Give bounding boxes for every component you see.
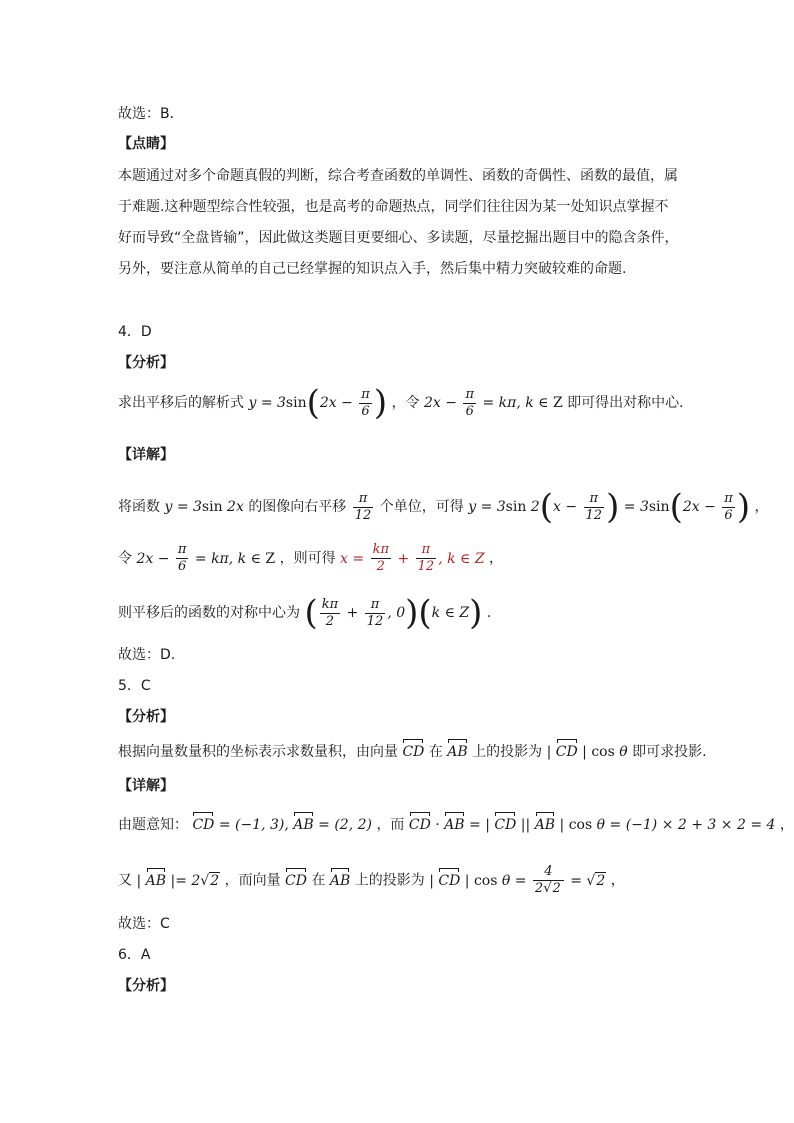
q4-detail-text-2b: ，则可得 [279, 550, 336, 567]
q4-formula-original: y = 3sin 2x [164, 499, 244, 515]
q4-detail-text-1c: 个单位，可得 [379, 499, 464, 515]
q4-formula-shift: $\frac{\pi}{12}$ [354, 490, 372, 523]
comment-line-2: 于难题.这种题型综合性较强，也是高考的命题热点，同学们往往因为某一处知识点掌握不 [118, 199, 669, 215]
q5-formula-ab-length: | AB |= 2√2 [136, 872, 220, 889]
question-6-number: 6．A [118, 947, 151, 963]
q5-formula-vectors: CD = (−1, 3), AB = (2, 2) [192, 817, 372, 833]
question-5-detail-heading: 【详解】 [118, 778, 174, 794]
q4-formula-x-solution: x = $\frac{k\pi}{2}$ + $\frac{\pi}{12}$ , k ∈ Z [340, 542, 485, 574]
q5-detail-text-2a: 又 [118, 872, 132, 889]
q5-detail-text-2d: 上的投影为 [354, 872, 425, 889]
question-5-analysis-line [118, 742, 707, 762]
q5-analysis-text-2: 在 [428, 744, 443, 760]
question-5-number: 5．C [118, 678, 151, 694]
q4-formula-shifted: y = 3sin(2x − $\frac{\pi}{6}$ ) [248, 383, 388, 423]
question-5-detail-line-2 [118, 864, 625, 897]
question-5-detail-line-1 [118, 815, 794, 835]
question-4-detail-heading: 【详解】 [118, 447, 174, 463]
q5-vector-ab: AB [447, 744, 468, 760]
question-4-analysis-heading: 【分析】 [118, 355, 174, 371]
q5-detail-text-1c: ， [779, 817, 794, 833]
q4-formula-condition: 2x − $\frac{\pi}{6}$ = kπ, k ∈ Z [136, 542, 276, 574]
q5-vector-cd: CD [402, 744, 425, 760]
q5-vector-cd-2: CD [285, 872, 307, 889]
answer-line-3: 故选：B． [118, 106, 184, 122]
question-4-answer: 故选：D. [118, 647, 176, 663]
question-4-detail-line-2 [118, 542, 503, 575]
q5-detail-text-1a: 由题意知： [118, 817, 188, 833]
q4-analysis-text-3: 即可得出对称中心. [567, 395, 684, 411]
q5-detail-text-2c: 在 [311, 872, 326, 889]
q4-detail-text-3b: . [486, 605, 492, 621]
q4-detail-text-1d: ， [754, 499, 769, 515]
comment-heading: 【点睛】 [118, 136, 174, 152]
q4-analysis-text-2: ，令 [391, 395, 420, 411]
q5-analysis-text-3: 上的投影为 [472, 744, 543, 760]
question-4-detail-line-1 [118, 487, 769, 527]
q5-analysis-text-1: 根据向量数量积的坐标表示求数量积，由向量 [118, 744, 398, 760]
question-4-number: 4．D [118, 324, 152, 340]
q4-detail-text-1b: 的图像向右平移 [248, 499, 347, 515]
q4-analysis-text-1: 求出平移后的解析式 [118, 395, 244, 411]
q4-formula-result: y = 3sin 2(x − $\frac{\pi}{12}$ ) = 3sin(2x − $\frac{\pi}{6}$ ) [468, 487, 751, 527]
comment-line-4: 另外，要注意从简单的自己已经掌握的知识点入手，然后集中精力突破较难的命题. [118, 261, 627, 277]
q4-detail-text-3a: 则平移后的函数的对称中心为 [118, 605, 300, 621]
q5-formula-projection: | CD | cos θ [546, 744, 628, 760]
question-5-answer: 故选：C [118, 916, 170, 932]
q4-formula-center-condition: 2x − $\frac{\pi}{6}$ = kπ, k ∈ Z [424, 386, 563, 419]
q4-detail-text-2a: 令 [118, 550, 132, 567]
q4-formula-center: ( $\frac{k\pi}{2}$ + $\frac{\pi}{12}$ , 0)(k ∈ Z) [304, 593, 483, 633]
q5-formula-projection-value: | CD | cos θ = $\frac{4}{2√2}$ = √2 [429, 864, 606, 896]
question-4-detail-line-3 [118, 593, 492, 633]
q5-detail-text-1b: ，而 [376, 817, 405, 833]
comment-line-3: 好而导致“全盘皆输”，因此做这类题目更要细心、多读题，尽量挖掘出题目中的隐含条件， [118, 230, 679, 246]
question-5-analysis-heading: 【分析】 [118, 709, 174, 725]
q5-detail-text-2b: ，而向量 [224, 872, 281, 889]
q4-detail-text-2c: ， [489, 550, 504, 567]
q5-detail-text-2e: ， [610, 872, 625, 889]
q4-detail-text-1a: 将函数 [118, 499, 160, 515]
question-6-analysis-heading: 【分析】 [118, 978, 174, 994]
q5-analysis-text-4: 即可求投影. [632, 744, 707, 760]
question-4-analysis-line [118, 383, 684, 423]
comment-line-1: 本题通过对多个命题真假的判断，综合考查函数的单调性、函数的奇偶性、函数的最值，属 [118, 168, 678, 184]
q5-vector-ab-2: AB [329, 872, 351, 889]
q5-formula-dot-product: CD · AB = | CD || AB | cos θ = (−1) × 2 + 3 × 2 = 4 [408, 817, 776, 833]
